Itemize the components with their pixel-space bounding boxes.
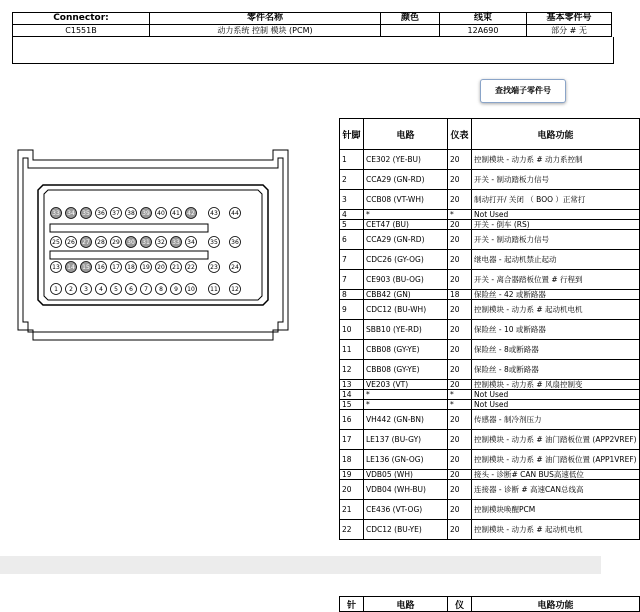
circuit-cell: CDC26 (GY-OG) — [364, 250, 448, 270]
table-row — [340, 410, 640, 430]
pin-cell: 18 — [340, 450, 364, 470]
header-base-part: 基本零件号 — [527, 13, 612, 25]
table-row — [340, 320, 640, 340]
connector-pin-label: 35 — [210, 239, 218, 246]
table-row — [340, 450, 640, 470]
value-harness: 12A690 — [440, 25, 527, 37]
table-row — [340, 150, 640, 170]
circuit-cell: * — [364, 210, 448, 220]
connector-pin-label: 23 — [210, 264, 218, 271]
table-row — [340, 390, 640, 400]
pin-cell: 17 — [340, 430, 364, 450]
header-blank-area — [12, 37, 614, 64]
function-cell: 开关 - 倒车 (RS) — [472, 220, 640, 230]
connector-pin-label: 37 — [112, 210, 120, 217]
connector-pin-label: 5 — [114, 286, 118, 293]
connector-pin-label: 43 — [210, 210, 218, 217]
gauge-cell: 20 — [448, 500, 472, 520]
connector-pin-label: 4 — [99, 286, 103, 293]
circuit-cell: CE302 (YE-BU) — [364, 150, 448, 170]
header-part-name: 零件名称 — [150, 13, 381, 25]
connector-pin-label: 16 — [97, 264, 105, 271]
table-row — [340, 380, 640, 390]
find-terminal-part-button[interactable]: 查找端子零件号 — [480, 79, 566, 103]
table-row — [340, 340, 640, 360]
connector-face-inner — [44, 190, 262, 300]
function-cell: Not Used — [472, 210, 640, 220]
pin-table-2 — [339, 596, 640, 612]
connector-pin-label: 9 — [174, 286, 178, 293]
pin-cell: 3 — [340, 190, 364, 210]
pin-cell: 16 — [340, 410, 364, 430]
connector-pin-label: 8 — [159, 286, 163, 293]
connector-pin-label: 31 — [142, 239, 150, 246]
function-cell: 保险丝 - 8或断路器 — [472, 360, 640, 380]
gauge-cell: 20 — [448, 430, 472, 450]
pin-cell: 14 — [340, 390, 364, 400]
circuit-cell: CCA29 (GN-RD) — [364, 230, 448, 250]
gauge-cell: 20 — [448, 300, 472, 320]
connector-pin-label: 36 — [97, 210, 105, 217]
function-cell: 控制模块 - 动力系 # 风扇控制变 — [472, 380, 640, 390]
pin-cell: 22 — [340, 520, 364, 540]
circuit-cell: CE903 (BU-OG) — [364, 270, 448, 290]
pin-cell: 7 — [340, 250, 364, 270]
table-row — [340, 360, 640, 380]
table-row — [340, 470, 640, 480]
connector-pin-label: 34 — [187, 239, 195, 246]
function-cell: Not Used — [472, 400, 640, 410]
gauge-cell: 20 — [448, 340, 472, 360]
connector-pin-label: 38 — [127, 210, 135, 217]
function-cell: 保险丝 - 10 或断路器 — [472, 320, 640, 340]
connector-pin-label: 32 — [157, 239, 165, 246]
connector-pin-label: 40 — [157, 210, 165, 217]
table-row — [340, 430, 640, 450]
header-harness: 线束 — [440, 13, 527, 25]
circuit-cell: VDB05 (WH) — [364, 470, 448, 480]
connector-pin-label: 42 — [187, 210, 195, 217]
circuit-cell: SBB10 (YE-RD) — [364, 320, 448, 340]
pin-cell: 11 — [340, 340, 364, 360]
connector-pin-label: 39 — [142, 210, 150, 217]
value-base-part: 部分 # 无 — [527, 25, 612, 37]
table-row — [340, 270, 640, 290]
gauge-cell: * — [448, 400, 472, 410]
gauge-cell: 20 — [448, 250, 472, 270]
connector-diagram — [18, 150, 308, 350]
connector-pin-label: 12 — [231, 286, 239, 293]
circuit-cell: VDB04 (WH-BU) — [364, 480, 448, 500]
header-color: 颜色 — [381, 13, 440, 25]
gauge-cell: 20 — [448, 190, 472, 210]
function-cell: 控制模块 - 动力系 # 动力系控制 — [472, 150, 640, 170]
function-cell: 继电器 - 起动机禁止起动 — [472, 250, 640, 270]
gauge-cell: 20 — [448, 270, 472, 290]
gauge-cell: 20 — [448, 170, 472, 190]
function-cell: 控制模块唤醒PCM — [472, 500, 640, 520]
value-part-name: 动力系统 控制 模块 (PCM) — [150, 25, 381, 37]
connector-pin-label: 6 — [129, 286, 133, 293]
pin-cell: 13 — [340, 380, 364, 390]
connector-pin-label: 22 — [187, 264, 195, 271]
function-cell: 控制模块 - 动力系 # 起动机电机 — [472, 300, 640, 320]
circuit-cell: VE203 (VT) — [364, 380, 448, 390]
pin-header: 针脚 — [340, 119, 364, 150]
function-cell: 保险丝 - 42 或断路器 — [472, 290, 640, 300]
pin-table — [339, 118, 640, 540]
circuit-cell: CDC12 (BU-YE) — [364, 520, 448, 540]
table-row — [340, 300, 640, 320]
connector-pin-label: 29 — [112, 239, 120, 246]
gauge-cell: 20 — [448, 320, 472, 340]
circuit-cell: CCA29 (GN-RD) — [364, 170, 448, 190]
circuit-cell: CBB42 (GN) — [364, 290, 448, 300]
circuit-cell: * — [364, 390, 448, 400]
circuit-header-2: 电路 — [364, 597, 448, 612]
function-cell: 开关 - 制动踏板力信号 — [472, 170, 640, 190]
pin-cell: 2 — [340, 170, 364, 190]
connector-pin-label: 10 — [187, 286, 195, 293]
connector-pin-label: 44 — [231, 210, 239, 217]
connector-slot-upper — [50, 224, 208, 232]
connector-slot-lower — [50, 251, 208, 259]
circuit-cell: LE137 (BU-GY) — [364, 430, 448, 450]
function-cell: 控制模块 - 动力系 # 油门踏板位置 (APP2VREF) — [472, 430, 640, 450]
gauge-cell: 20 — [448, 450, 472, 470]
connector-pin-label: 25 — [52, 239, 60, 246]
gauge-cell: 20 — [448, 360, 472, 380]
pin-cell: 4 — [340, 210, 364, 220]
table-row — [340, 250, 640, 270]
connector-pin-label: 33 — [52, 210, 60, 217]
header-connector: Connector: — [13, 13, 150, 25]
connector-pin-label: 3 — [84, 286, 88, 293]
gauge-cell: 20 — [448, 150, 472, 170]
circuit-cell: CCB08 (VT-WH) — [364, 190, 448, 210]
gauge-cell: 18 — [448, 290, 472, 300]
function-cell: 开关 - 制动踏板力信号 — [472, 230, 640, 250]
circuit-cell: * — [364, 400, 448, 410]
gauge-header-2: 仪 — [448, 597, 472, 612]
connector-pin-label: 2 — [69, 286, 73, 293]
connector-pin-label: 14 — [67, 264, 75, 271]
circuit-cell: CE436 (VT-OG) — [364, 500, 448, 520]
connector-pin-label: 21 — [172, 264, 180, 271]
table-row — [340, 290, 640, 300]
table-row — [340, 170, 640, 190]
function-cell: 制动打开/ 关闭 （ BOO ）正常打 — [472, 190, 640, 210]
table-row — [340, 520, 640, 540]
connector-pin-label: 28 — [97, 239, 105, 246]
connector-pin-label: 33 — [172, 239, 180, 246]
gauge-cell: 20 — [448, 480, 472, 500]
connector-pin-label: 18 — [127, 264, 135, 271]
table-row — [340, 210, 640, 220]
function-cell: Not Used — [472, 390, 640, 400]
pin-header-2: 针 — [340, 597, 364, 612]
connector-pin-label: 34 — [67, 210, 75, 217]
function-cell: 控制模块 - 动力系 # 油门踏板位置 (APP1VREF) — [472, 450, 640, 470]
function-cell: 保险丝 - 8或断路器 — [472, 340, 640, 360]
circuit-cell: CBB08 (GY-YE) — [364, 340, 448, 360]
pin-cell: 10 — [340, 320, 364, 340]
connector-pin-label: 24 — [231, 264, 239, 271]
connector-pin-label: 26 — [67, 239, 75, 246]
function-cell: 开关 - 离合器踏板位置 # 行程到 — [472, 270, 640, 290]
connector-pin-label: 36 — [231, 239, 239, 246]
gauge-cell: 20 — [448, 520, 472, 540]
pin-cell: 6 — [340, 230, 364, 250]
function-header: 电路功能 — [472, 119, 640, 150]
connector-pin-label: 35 — [82, 210, 90, 217]
circuit-cell: LE136 (GN-OG) — [364, 450, 448, 470]
connector-pin-label: 41 — [172, 210, 180, 217]
gauge-cell: 20 — [448, 380, 472, 390]
pin-cell: 21 — [340, 500, 364, 520]
connector-pin-label: 19 — [142, 264, 150, 271]
connector-header-table — [12, 12, 612, 37]
table-row — [340, 480, 640, 500]
pin-cell: 9 — [340, 300, 364, 320]
function-cell: 控制模块 - 动力系 # 起动机电机 — [472, 520, 640, 540]
function-cell: 接头 - 诊断# CAN BUS高速低位 — [472, 470, 640, 480]
gauge-cell: 20 — [448, 220, 472, 230]
connector-pin-label: 13 — [52, 264, 60, 271]
connector-pin-label: 17 — [112, 264, 120, 271]
table-row — [340, 220, 640, 230]
table-row — [340, 400, 640, 410]
pin-cell: 1 — [340, 150, 364, 170]
section-divider — [0, 556, 601, 574]
connector-pin-label: 20 — [157, 264, 165, 271]
pin-cell: 12 — [340, 360, 364, 380]
pin-cell: 19 — [340, 470, 364, 480]
circuit-cell: CET47 (BU) — [364, 220, 448, 230]
value-connector: C1551B — [13, 25, 150, 37]
circuit-cell: CDC12 (BU-WH) — [364, 300, 448, 320]
function-cell: 传感器 - 制冷剂压力 — [472, 410, 640, 430]
pin-cell: 5 — [340, 220, 364, 230]
table-row — [340, 190, 640, 210]
function-header-2: 电路功能 — [472, 597, 640, 612]
connector-pin-label: 1 — [54, 286, 58, 293]
table-row — [340, 500, 640, 520]
gauge-cell: 20 — [448, 410, 472, 430]
circuit-header: 电路 — [364, 119, 448, 150]
connector-inner-outline — [23, 158, 283, 332]
connector-pin-label: 27 — [82, 239, 90, 246]
pin-cell: 8 — [340, 290, 364, 300]
pin-cell: 7 — [340, 270, 364, 290]
pin-cell: 15 — [340, 400, 364, 410]
gauge-cell: 20 — [448, 470, 472, 480]
gauge-cell: 20 — [448, 230, 472, 250]
gauge-header: 仪表 — [448, 119, 472, 150]
gauge-cell: * — [448, 210, 472, 220]
circuit-cell: CBB08 (GY-YE) — [364, 360, 448, 380]
connector-pin-label: 7 — [144, 286, 148, 293]
table-row — [340, 230, 640, 250]
connector-pin-label: 15 — [82, 264, 90, 271]
pin-cell: 20 — [340, 480, 364, 500]
value-color — [381, 25, 440, 37]
function-cell: 连接器 - 诊断 # 高速CAN总线高 — [472, 480, 640, 500]
gauge-cell: * — [448, 390, 472, 400]
connector-pin-label: 30 — [127, 239, 135, 246]
connector-pin-label: 11 — [210, 286, 218, 293]
circuit-cell: VH442 (GN-BN) — [364, 410, 448, 430]
